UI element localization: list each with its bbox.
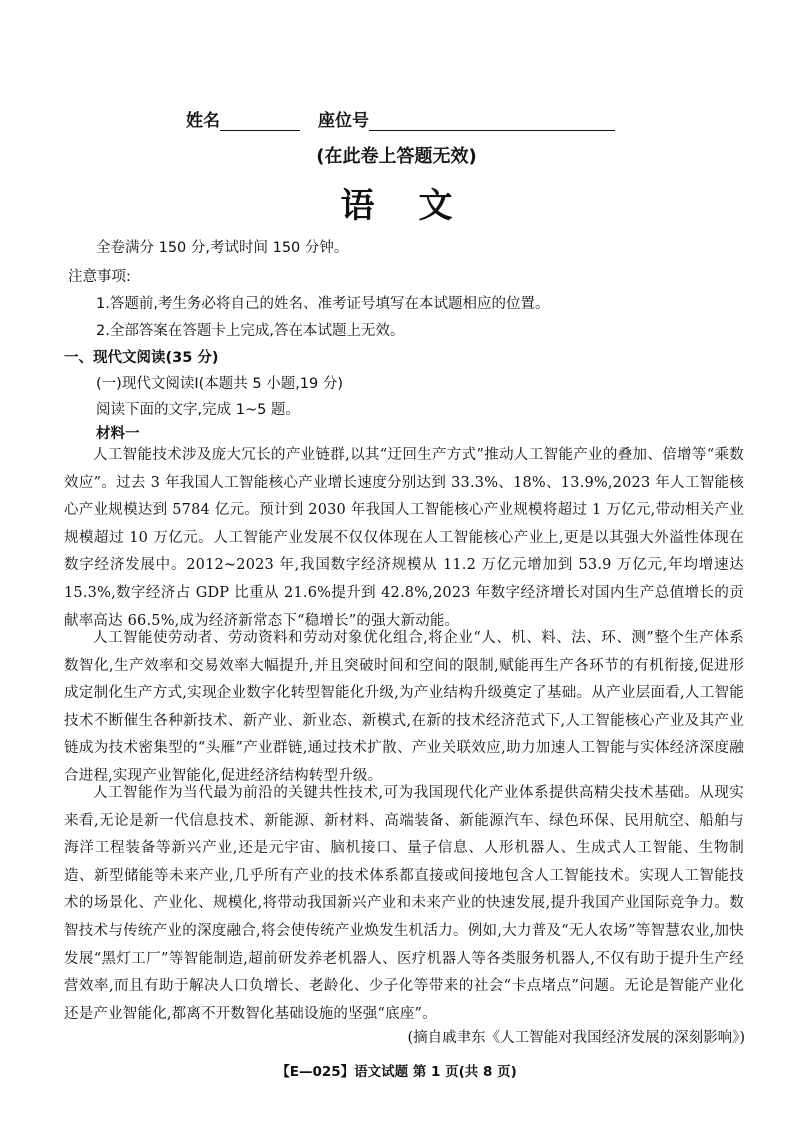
page-title: 语文 <box>340 186 497 226</box>
seat-blank <box>369 112 615 131</box>
material-label: 材料一 <box>96 426 140 442</box>
name-label: 姓名 <box>186 111 220 131</box>
notes-title: 注意事项: <box>68 269 131 285</box>
score-time-text: 全卷满分 150 分,考试时间 150 分钟。 <box>96 240 349 256</box>
candidate-info-line <box>186 106 615 131</box>
material-paragraph-2: 人工智能使劳动者、劳动资料和劳动对象优化组合,将企业“人、机、料、法、环、测”整个生产体系数智化,生产效率和交易效率大幅提升,并且突破时间和空间的限制,赋能再生产各环节的有机衔接,促进形成定制化生产方式,实现企业数字化转型智能化升级,为产业结构升级奠定了基础。从产业层面看,人工智能技术不断催生各种新技术、新产业、新业态、新模式,在新的技术经济范式下,人工智能核心产业及其产业链成为技术密集型的“头雁”产业群链,通过技术扩散、产业关联效应,助力加速人工智能与实体经济深度融合进程,实现产业智能化,促进经济结构转型升级。 <box>64 630 744 784</box>
reading-direction: 阅读下面的文字,完成 1~5 题。 <box>96 402 300 418</box>
note-item-2: 2.全部答案在答题卡上完成,答在本试题上无效。 <box>96 323 405 339</box>
page-footer: 【E—025】语文试题 第 1 页(共 8 页) <box>276 1064 517 1080</box>
section-subheading: (一)现代文阅读Ⅰ(本题共 5 小题,19 分) <box>96 376 344 392</box>
material-paragraph-3: 人工智能作为当代最为前沿的关键共性技术,可为我国现代化产业体系提供高精尖技术基础。从现实来看,无论是新一代信息技术、新能源、新材料、高端装备、新能源汽车、绿色环保、民用航空、船舶与海洋工程装备等新兴产业,还是元宇宙、脑机接口、量子信息、人形机器人、生成式人工智能、生物制造、新型储能等未来产业,几乎所有产业的技术体系都直接或间接地包含人工智能技术。实现人工智能技术的场景化、产业化、规模化,将带动我国新兴产业和未来产业的快速发展,提升我国产业国际竞争力。数智技术与传统产业的深度融合,将会使传统产业焕发生机活力。例如,大力普及“无人农场”等智慧农业,加快发展“黑灯工厂”等智能制造,超前研发养老机器人、医疗机器人等各类服务机器人,不仅有助于提升生产经营效率,而且有助于解决人口负增长、老龄化、少子化等带来的社会“卡点堵点”问题。无论是智能产业化还是产业智能化,都离不开数智化基础设施的坚强“底座”。 <box>64 785 744 1022</box>
material-paragraph-1: 人工智能技术涉及庞大冗长的产业链群,以其“迂回生产方式”推动人工智能产业的叠加、倍增等“乘数效应”。过去 3 年我国人工智能核心产业增长速度分别达到 33.3%、18%、13.9%,2023 年人工智能核心产业规模达到 5784 亿元。预计到 2030 年我国人工智能核心产业规模将超过 1 万亿元,带动相关产业规模超过 10 万亿元。人工智能产业发展不仅仅体现在人工智能核心产业上,更是以其强大外溢性体现在数字经济发展中。2012~2023 年,我国数字经济规模从 11.2 万亿元增加到 53.9 万亿元,年均增速达 15.3%,数字经济占 GDP 比重从 21.6%提升到 42.8%,2023 年数字经济增长对国内生产总值增长的贡献率高达 66.5%,成为经济新常态下“稳增长”的强大新动能。 <box>64 447 744 629</box>
source-citation: (摘自戚聿东《人工智能对我国经济发展的深刻影响》) <box>407 1030 745 1046</box>
note-item-1: 1.答题前,考生务必将自己的姓名、准考证号填写在本试题相应的位置。 <box>96 296 550 312</box>
seat-label: 座位号 <box>318 111 369 131</box>
section-heading: 一、现代文阅读(35 分) <box>64 350 219 366</box>
no-answer-notice: (在此卷上答题无效) <box>316 146 477 167</box>
name-blank <box>220 112 300 131</box>
